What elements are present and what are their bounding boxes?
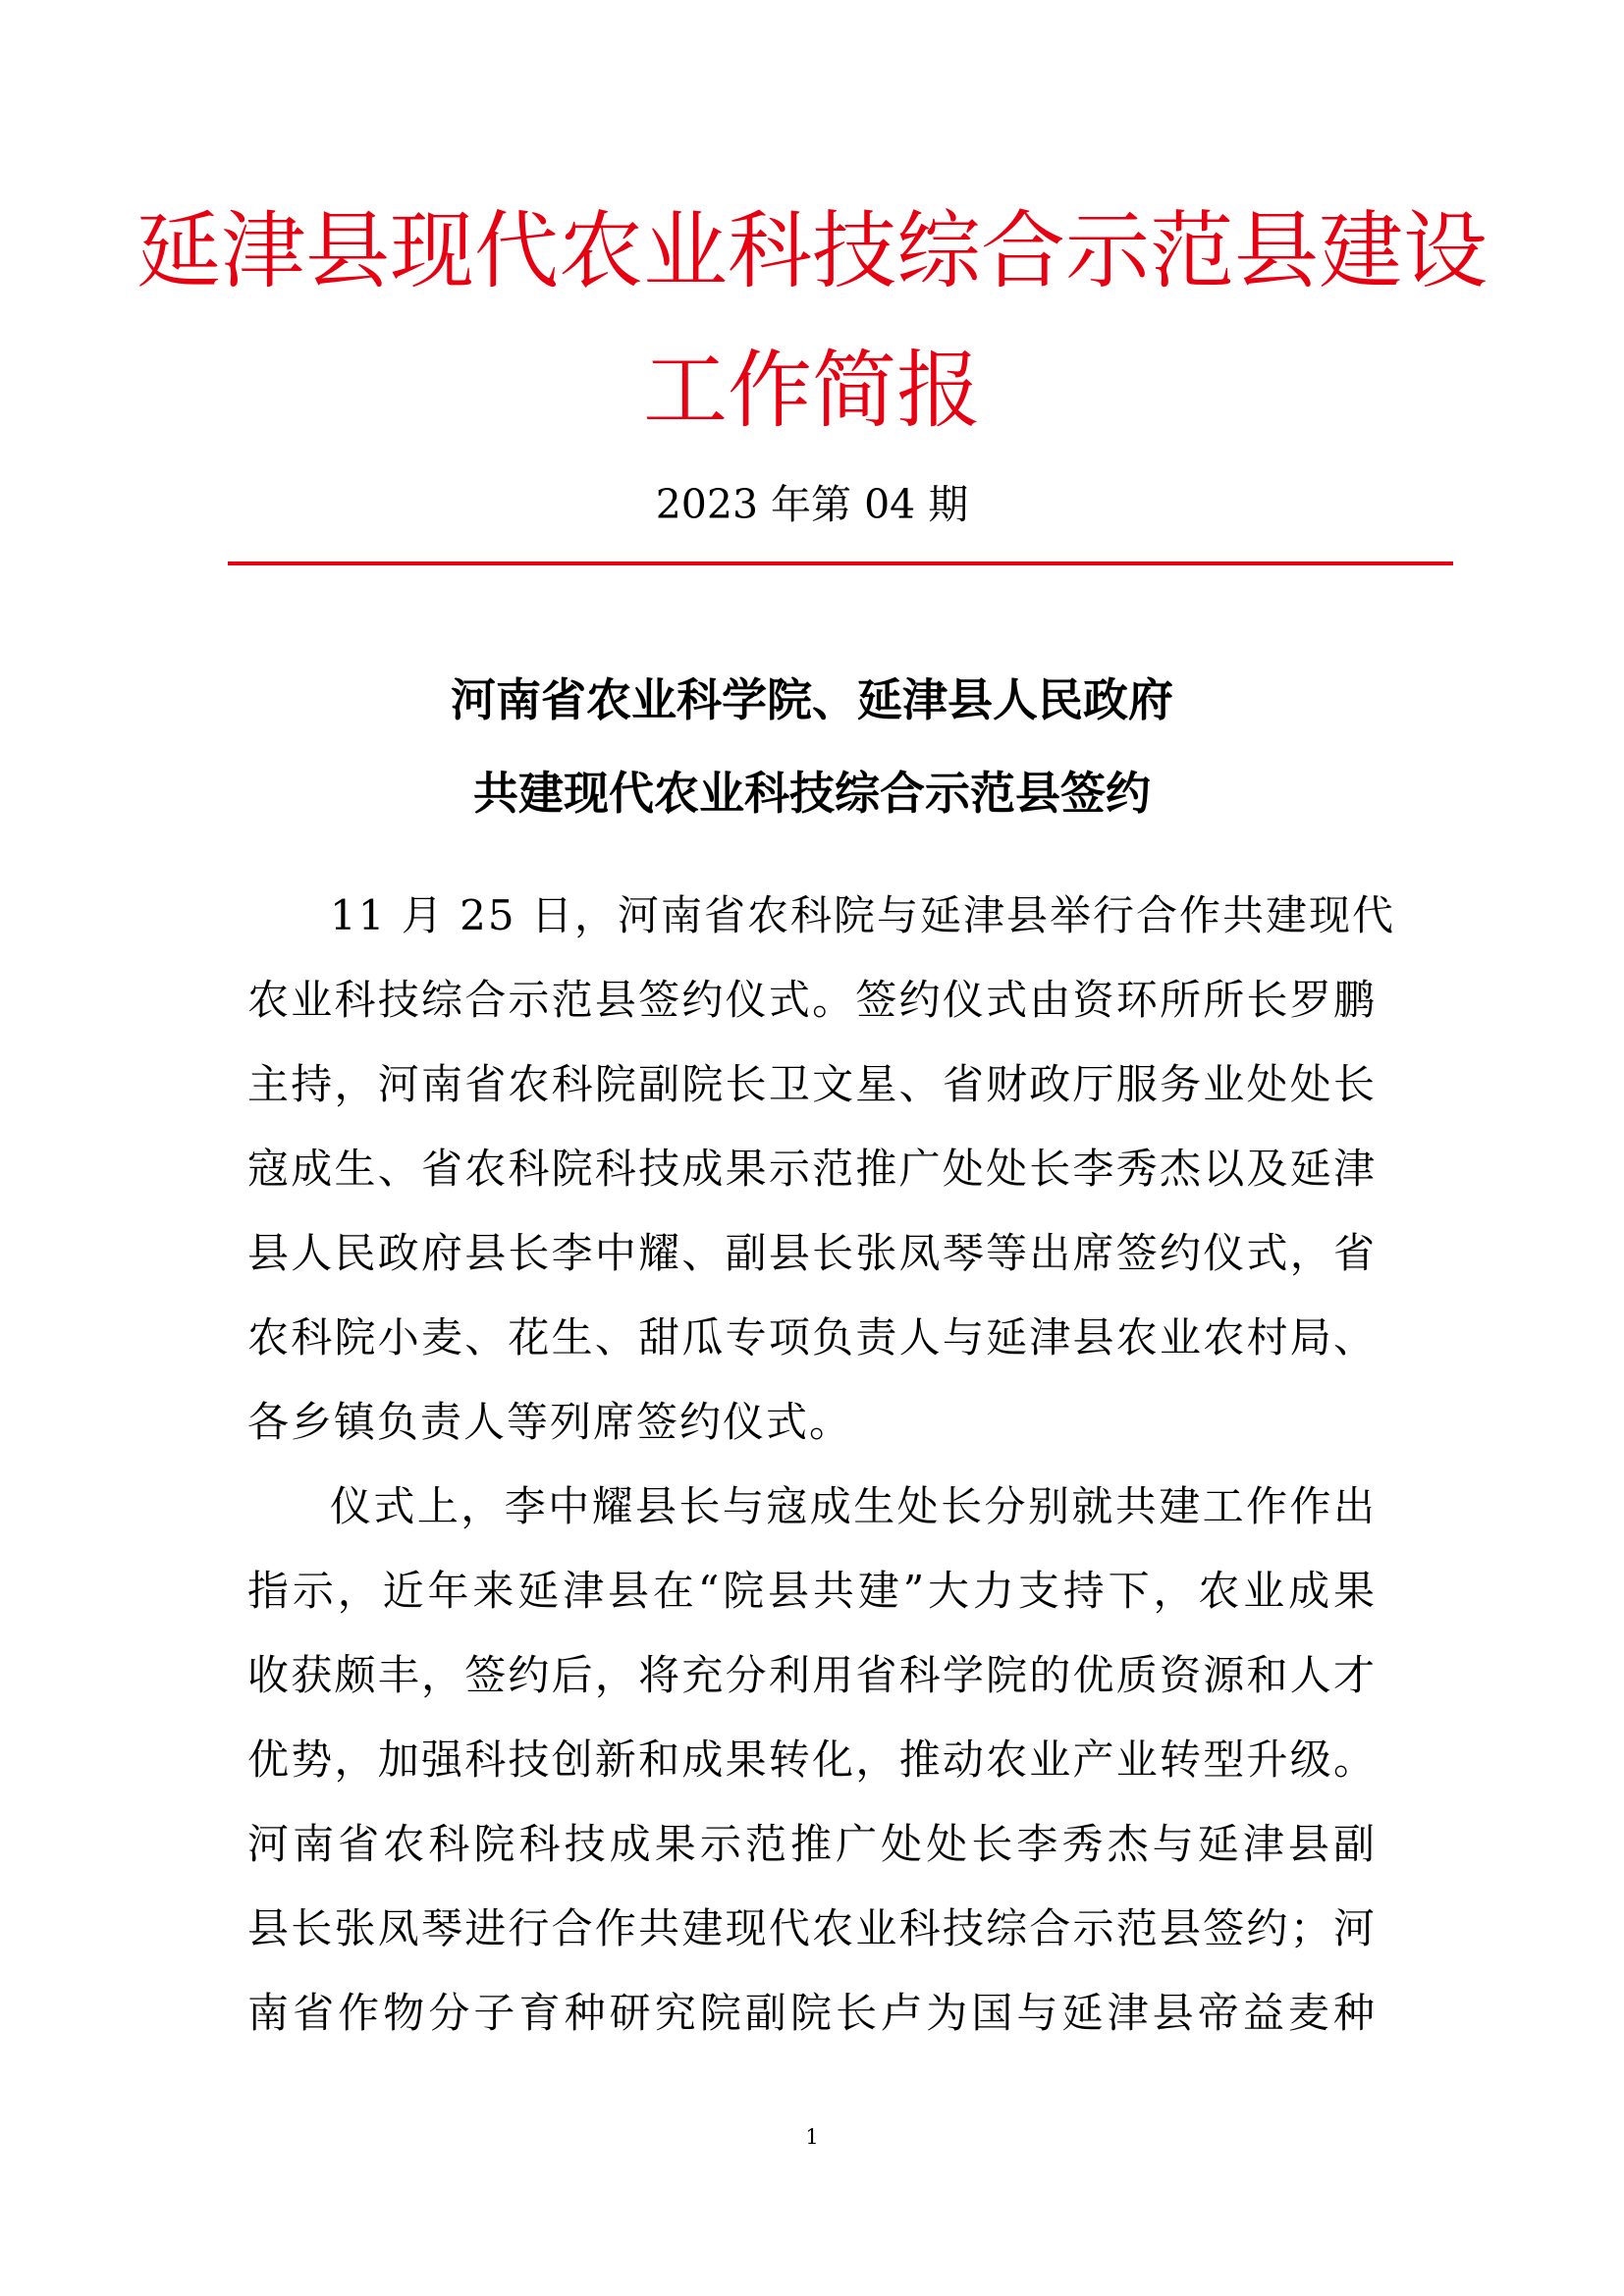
body-line: 11 月 25 日，河南省农科院与延津县举行合作共建现代: [330, 891, 1395, 939]
article-body: [247, 889, 1395, 2071]
body-line: 河南省农科院科技成果示范推广处处长李秀杰与延津县副: [247, 1820, 1377, 1868]
article-title-line-2: 共建现代农业科技综合示范县签约: [473, 767, 1151, 820]
issue-number: 2023 年第 04 期: [655, 481, 969, 528]
body-line: 各乡镇负责人等列席签约仪式。: [247, 1398, 853, 1446]
body-line: 县长张凤琴进行合作共建现代农业科技综合示范县签约；河: [247, 1904, 1377, 1952]
body-line: 指示，近年来延津县在“院县共建”大力支持下，农业成果: [247, 1567, 1377, 1615]
body-line: 优势，加强科技创新和成果转化，推动农业产业转型升级。: [247, 1735, 1377, 1784]
article-title-line-1: 河南省农业科学院、延津县人民政府: [451, 673, 1173, 726]
body-line: 主持，河南省农科院副院长卫文星、省财政厅服务业处处长: [247, 1060, 1377, 1108]
body-line: 收获颇丰，签约后，将充分利用省科学院的优质资源和人才: [247, 1651, 1377, 1699]
body-line: 农科院小麦、花生、甜瓜专项负责人与延津县农业农村局、: [247, 1313, 1377, 1362]
body-line: 县人民政府县长李中耀、副县长张凤琴等出席签约仪式，省: [247, 1229, 1377, 1277]
body-line: 寇成生、省农科院科技成果示范推广处处长李秀杰以及延津: [247, 1145, 1377, 1193]
body-line: 仪式上，李中耀县长与寇成生处长分别就共建工作作出: [330, 1482, 1377, 1530]
body-line: 南省作物分子育种研究院副院长卢为国与延津县帝益麦种: [247, 1989, 1377, 2037]
red-divider: [228, 561, 1453, 565]
masthead-title-line-1: 延津县现代农业科技综合示范县建设: [136, 202, 1488, 300]
page-number: 1: [805, 2125, 819, 2149]
masthead-title-line-2: 工作简报: [643, 342, 981, 440]
body-line: 农业科技综合示范县签约仪式。签约仪式由资环所所长罗鹏: [247, 976, 1377, 1024]
